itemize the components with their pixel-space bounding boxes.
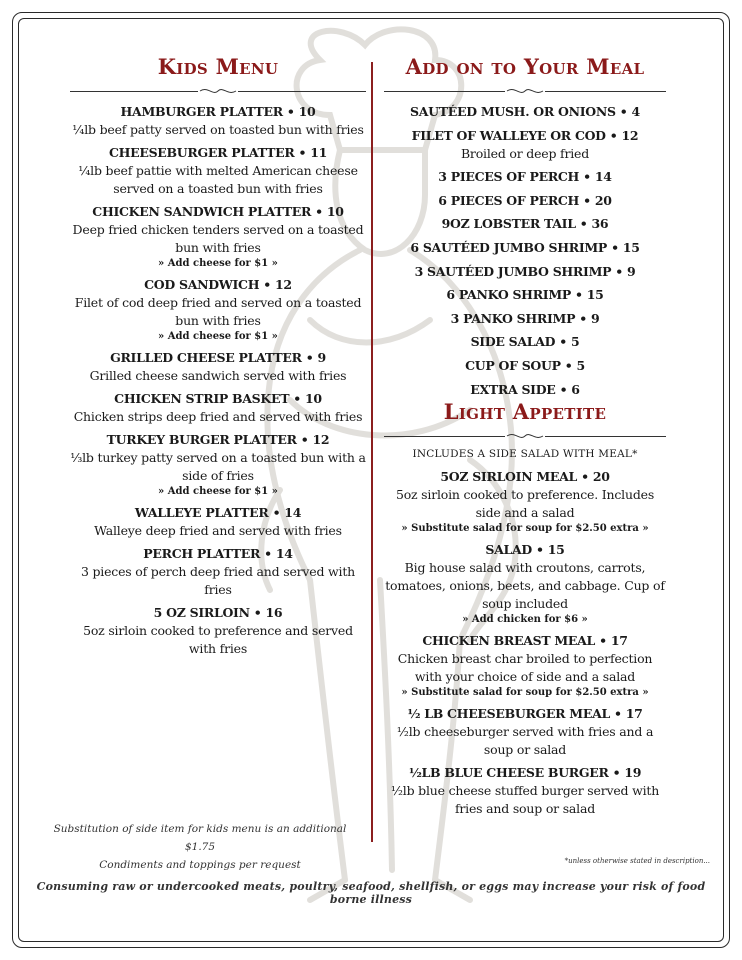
menu-item-name: 6 SAUTÉED JUMBO SHRIMP (410, 239, 607, 255)
substitution-note-line: Substitution of side item for kids menu is an additional $1.75 (53, 823, 347, 853)
menu-item (384, 540, 666, 627)
menu-item-name: CHICKEN SANDWICH PLATTER (92, 204, 312, 219)
condiments-note-line: Condiments and toppings per request (99, 859, 301, 871)
menu-item (70, 143, 366, 198)
menu-item-name: 5 OZ SIRLOIN (153, 605, 250, 620)
kids-menu-section (70, 52, 366, 662)
menu-item-title (384, 262, 666, 281)
menu-item-price: • 10 (293, 391, 322, 406)
menu-item-title (384, 704, 666, 723)
menu-item (384, 309, 666, 328)
menu-item-description: ¼lb beef pattie with melted American cheese served on a toasted bun with fries (78, 163, 358, 196)
menu-item-price: • 12 (300, 432, 330, 447)
menu-item-name: 6 PANKO SHRIMP (446, 287, 571, 303)
menu-item-title (70, 143, 366, 162)
menu-item-note: » Add chicken for $6 » (462, 614, 588, 626)
menu-item-title (384, 356, 666, 375)
menu-item-description: 5oz sirloin cooked to preference and served with fries (83, 623, 353, 656)
menu-item-price: • 17 (614, 706, 643, 722)
menu-item-title (70, 348, 366, 367)
menu-item-name: 9OZ LOBSTER TAIL (441, 216, 576, 232)
menu-item-price: • 12 (609, 127, 639, 143)
kids-substitution-note (50, 820, 350, 874)
menu-item-price: • 14 (264, 546, 293, 561)
menu-item-price: • 20 (583, 192, 612, 208)
menu-item-price: • 15 (536, 542, 565, 558)
menu-item-title (70, 430, 366, 449)
ornament-icon (505, 86, 545, 96)
menu-item-price: • 6 (559, 381, 580, 397)
menu-item-name: COD SANDWICH (144, 277, 260, 292)
menu-item-title (70, 102, 366, 121)
menu-item-title (384, 380, 666, 399)
menu-item-title (384, 191, 666, 210)
menu-item-name: WALLEYE PLATTER (134, 505, 269, 520)
menu-item (70, 348, 366, 385)
menu-item (384, 102, 666, 121)
menu-item-price: • 9 (579, 310, 600, 326)
menu-item (384, 262, 666, 281)
menu-item-price: • 5 (559, 334, 580, 350)
menu-item-title (384, 332, 666, 351)
light-appetite-subheading: INCLUDES A SIDE SALAD WITH MEAL* (412, 448, 638, 461)
menu-item (70, 503, 366, 540)
menu-item (384, 126, 666, 163)
menu-item-title (384, 214, 666, 233)
menu-item-title (384, 238, 666, 257)
menu-item-price: • 16 (253, 605, 283, 620)
menu-item-description: Filet of cod deep fried and served on a toasted bun with fries (74, 295, 362, 328)
menu-item (384, 467, 666, 536)
menu-item-description: 5oz sirloin cooked to preference. Includes side and a salad (395, 487, 655, 521)
menu-item-title (70, 389, 366, 408)
menu-item-description: Chicken breast char broiled to perfection with your choice of side and a salad (397, 651, 653, 685)
addons-heading: Add on to Your Meal (405, 54, 645, 79)
menu-item-price: • 11 (298, 145, 328, 160)
heading-rule (384, 86, 666, 96)
menu-item-price: • 9 (305, 350, 326, 365)
ornament-icon (505, 431, 545, 441)
menu-item-title (70, 503, 366, 522)
light-appetite-list (384, 467, 666, 818)
menu-item-name: TURKEY BURGER PLATTER (106, 432, 297, 447)
menu-item-name: 3 SAUTÉED JUMBO SHRIMP (414, 263, 612, 279)
menu-item (384, 356, 666, 375)
menu-item (384, 285, 666, 304)
menu-item-note: » Substitute salad for soup for $2.50 extra » (401, 523, 649, 535)
menu-item-note: » Add cheese for $1 » (158, 258, 278, 269)
menu-item (70, 544, 366, 599)
menu-item-price: • 10 (315, 204, 344, 219)
menu-item-description: ½lb cheeseburger served with fries and a soup or salad (396, 724, 654, 758)
menu-item-name: EXTRA SIDE (470, 381, 556, 397)
menu-item-description: ½lb blue cheese stuffed burger served with fries and soup or salad (390, 783, 660, 817)
menu-item-note: » Add cheese for $1 » (158, 331, 278, 342)
menu-item (70, 389, 366, 426)
menu-item-title (384, 763, 666, 782)
menu-item (70, 202, 366, 271)
menu-item-name: GRILLED CHEESE PLATTER (110, 350, 302, 365)
menu-item-price: • 14 (583, 169, 612, 185)
menu-item-name: 6 PIECES OF PERCH (438, 192, 580, 208)
food-safety-disclaimer: Consuming raw or undercooked meats, poultry, seafood, shellfish, or eggs may increase your risk of food borne illness (36, 880, 706, 906)
ornament-icon (198, 86, 238, 96)
column-divider (371, 62, 373, 842)
menu-item-price: • 9 (615, 263, 636, 279)
menu-item-title (384, 309, 666, 328)
menu-item-price: • 36 (579, 216, 609, 232)
menu-item-name: 3 PIECES OF PERCH (438, 169, 580, 185)
menu-item-description: Broiled or deep fried (460, 145, 590, 161)
menu-item-description: Big house salad with croutons, carrots, tomatoes, onions, beets, and cabbage. Cup of soup included (385, 560, 665, 612)
menu-item-description: ⅓lb turkey patty served on a toasted bun with a side of fries (70, 450, 366, 483)
menu-item-title (384, 126, 666, 145)
menu-item-title (70, 202, 366, 221)
menu-item-name: SIDE SALAD (470, 334, 556, 350)
menu-item-name: ½LB BLUE CHEESE BURGER (408, 765, 609, 781)
menu-item-price: • 17 (599, 633, 628, 649)
menu-item-name: CUP OF SOUP (465, 357, 561, 373)
kids-menu-heading: Kids Menu (157, 54, 279, 79)
menu-item-title (384, 467, 666, 486)
menu-item-name: CHICKEN STRIP BASKET (114, 391, 290, 406)
menu-item (70, 275, 366, 344)
menu-item-title (70, 603, 366, 622)
menu-item-description: Deep fried chicken tenders served on a toasted bun with fries (72, 222, 364, 255)
menu-item-name: PERCH PLATTER (143, 546, 261, 561)
menu-item (70, 102, 366, 139)
menu-item-description: Grilled cheese sandwich served with fries (89, 368, 347, 383)
menu-item-title (70, 275, 366, 294)
heading-rule (70, 86, 366, 96)
addons-list (384, 102, 666, 399)
menu-item-name: 5OZ SIRLOIN MEAL (440, 469, 578, 485)
menu-item-note: » Add cheese for $1 » (158, 486, 278, 497)
addons-section (384, 52, 666, 822)
menu-item-title (384, 285, 666, 304)
menu-item-name: HAMBURGER PLATTER (120, 104, 283, 119)
menu-item (384, 167, 666, 186)
menu-item-title (384, 167, 666, 186)
menu-item (384, 238, 666, 257)
menu-item-price: • 4 (619, 104, 640, 119)
light-appetite-heading: Light Appetite (443, 399, 607, 425)
menu-item-name: FILET OF WALLEYE OR COD (411, 127, 606, 143)
menu-item (384, 704, 666, 759)
kids-menu-list (70, 102, 366, 658)
menu-item-price: • 12 (263, 277, 292, 292)
menu-item (384, 763, 666, 818)
menu-item-description: Walleye deep fried and served with fries (94, 523, 342, 538)
heading-rule (384, 431, 666, 441)
menu-item (70, 603, 366, 658)
menu-item-name: ½ LB CHEESEBURGER MEAL (407, 706, 610, 722)
menu-item-description: 3 pieces of perch deep fried and served with fries (80, 564, 356, 597)
menu-item-price: • 20 (581, 469, 610, 485)
menu-item-price: • 5 (564, 357, 585, 373)
menu-item-price: • 15 (611, 239, 640, 255)
unless-stated-footnote: *unless otherwise stated in description... (564, 857, 710, 865)
menu-item-title (384, 102, 666, 121)
menu-item (384, 380, 666, 399)
menu-item-name: SAUTÉED MUSH. OR ONIONS (410, 104, 616, 119)
menu-item-description: Chicken strips deep fried and served with fries (73, 409, 363, 424)
menu-item-title (384, 540, 666, 559)
menu-item-note: » Substitute salad for soup for $2.50 extra » (401, 687, 649, 699)
menu-item-name: 3 PANKO SHRIMP (450, 310, 576, 326)
menu-item (384, 332, 666, 351)
menu-item-price: • 10 (286, 104, 316, 119)
menu-item-price: • 14 (272, 505, 302, 520)
menu-item-name: CHICKEN BREAST MEAL (422, 633, 596, 649)
menu-item-price: • 15 (575, 287, 604, 303)
menu-item (384, 631, 666, 700)
menu-item (384, 214, 666, 233)
menu-item (384, 191, 666, 210)
menu-item-description: ¼lb beef patty served on toasted bun with fries (72, 122, 364, 137)
menu-item-name: CHEESEBURGER PLATTER (108, 145, 295, 160)
menu-item-price: • 19 (612, 765, 642, 781)
menu-item-title (70, 544, 366, 563)
menu-item (70, 430, 366, 499)
menu-item-title (384, 631, 666, 650)
menu-item-name: SALAD (485, 542, 532, 558)
